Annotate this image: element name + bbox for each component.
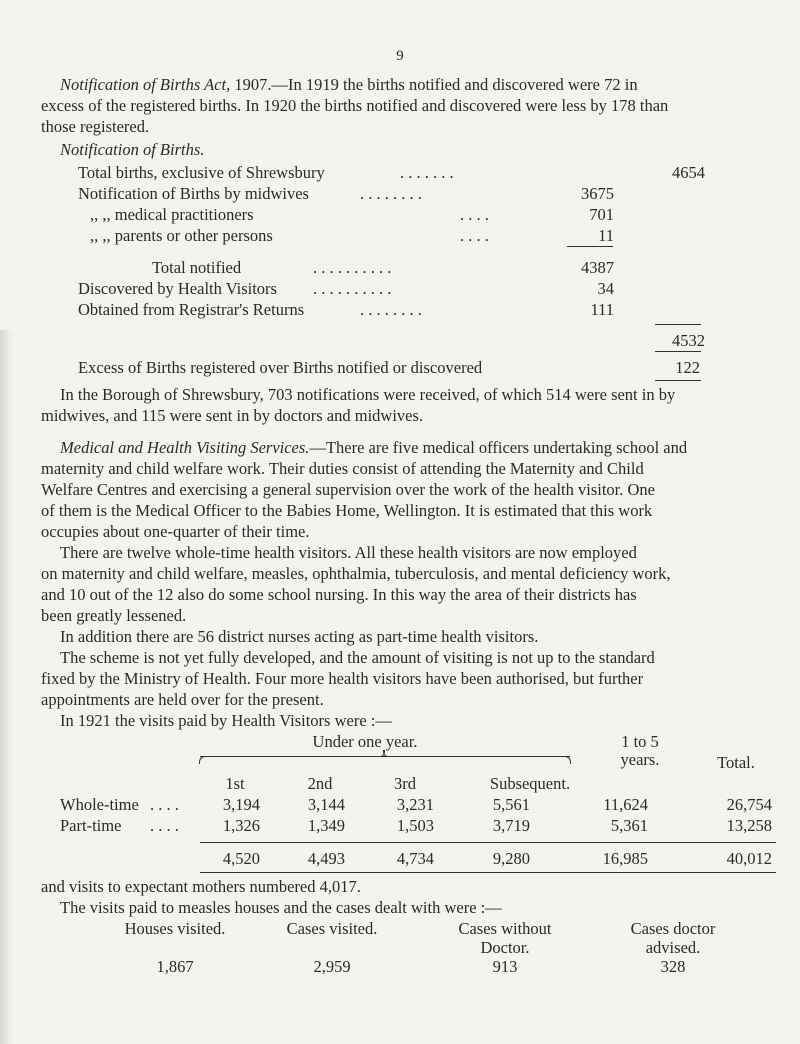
leader-dots: . . . . . . . . . . [313, 279, 392, 298]
leader-dots: . . . . . . . [400, 163, 454, 182]
sum-rule [567, 246, 613, 247]
table-cell: 11,624 [603, 795, 648, 814]
medical-line-1-text: —There are five medical officers undertaking school and [309, 438, 688, 457]
table-cell: 13,258 [726, 816, 772, 835]
medical-line-1 [60, 437, 687, 458]
totals-bottom-rule [200, 872, 776, 873]
table-row-label: ,, ,, parents or other persons [90, 226, 273, 245]
totals-rule [200, 842, 776, 843]
borough-line-1: In the Borough of Shrewsbury, 703 notifications were received, of which 514 were sent in by [60, 385, 676, 404]
measles-header-line-2: advised. [645, 938, 701, 957]
whole-time-line-2: on maternity and child welfare, measles, ophthalmia, tuberculosis, and mental deficiency work, [41, 564, 671, 583]
intro-line-1: Notification of Births Act, 1907.—In 1919 the births notified and discovered were 72 in [60, 75, 638, 94]
total-cell: 16,985 [602, 849, 648, 868]
notification-heading: Notification of Births. [60, 140, 205, 159]
table-row-value: 11 [598, 226, 614, 245]
scheme-line-3: appointments are held over for the present. [41, 690, 324, 709]
column-header: Subsequent. [489, 774, 571, 793]
table-cell: 1,326 [222, 816, 260, 835]
measles-header-line-2: Doctor. [480, 938, 530, 957]
measles-value: 2,959 [313, 957, 351, 976]
table-row-total: 4654 [672, 163, 705, 182]
act-title: Notification of Births Act, [60, 75, 231, 94]
column-header: 1st [225, 774, 245, 793]
table-cell: 1,503 [396, 816, 434, 835]
total-cell: 4,520 [222, 849, 260, 868]
measles-intro: The visits paid to measles houses and the cases dealt with were :— [60, 898, 502, 917]
table-row-value: 4387 [581, 258, 614, 277]
table-row-value: 111 [590, 300, 614, 319]
leader-dots: . . . . . . . . . . [313, 258, 392, 277]
table-cell: 3,194 [222, 795, 260, 814]
leader-dots: . . . . . . . . [360, 184, 422, 203]
excess-value: 122 [675, 358, 700, 377]
table-cell: 5,561 [492, 795, 530, 814]
medical-line-4: of them is the Medical Officer to the Babies Home, Wellington. It is estimated that this work [41, 501, 653, 520]
leader-dots: . . . . [150, 795, 179, 814]
sum-rule [655, 380, 701, 381]
table-row-value: 3675 [581, 184, 614, 203]
table-row-label: Discovered by Health Visitors [78, 279, 277, 298]
table-cell: 3,719 [492, 816, 530, 835]
whole-time-line-3: and 10 out of the 12 also do some school nursing. In this way the area of their districts has [41, 585, 637, 604]
binding-shadow [0, 330, 14, 1044]
group-brace-tip [380, 750, 388, 756]
scheme-line-1: The scheme is not yet fully developed, and the amount of visiting is not up to the standard [60, 648, 655, 667]
table-row-label: Notification of Births by midwives [78, 184, 309, 203]
leader-dots: . . . . . . . . [360, 300, 422, 319]
total-cell: 40,012 [726, 849, 772, 868]
excess-label: Excess of Births registered over Births notified or discovered [78, 358, 483, 377]
total-cell: 4,493 [307, 849, 345, 868]
medical-heading: Medical and Health Visiting Services. [60, 438, 310, 457]
table-row-label: ,, ,, medical practitioners [90, 205, 254, 224]
intro-line-3: those registered. [41, 117, 150, 136]
sum-rule [655, 324, 701, 325]
medical-line-5: occupies about one-quarter of their time. [41, 522, 310, 541]
table-row-value: 701 [589, 205, 614, 224]
column-header: 2nd [307, 774, 333, 793]
table-cell: 3,144 [307, 795, 345, 814]
table-cell: 1,349 [307, 816, 345, 835]
measles-value: 913 [492, 957, 518, 976]
leader-dots: . . . . [460, 226, 489, 245]
sum-rule [655, 351, 701, 352]
total-cell: 9,280 [492, 849, 530, 868]
intro-line-2: excess of the registered births. In 1920 the births notified and discovered were less by 178 than [41, 96, 669, 115]
scheme-line-2: fixed by the Ministry of Health. Four more health visitors have been authorised, but further [41, 669, 644, 688]
medical-line-2: maternity and child welfare work. Their duties consist of attending the Maternity and Child [41, 459, 644, 478]
page-number: 9 [396, 48, 404, 64]
table-row-label: Total notified [152, 258, 242, 277]
measles-value: 1,867 [156, 957, 194, 976]
leader-dots: . . . . [150, 816, 179, 835]
borough-line-2: midwives, and 115 were sent in by doctors and midwives. [41, 406, 424, 425]
whole-time-line-4: been greatly lessened. [41, 606, 187, 625]
leader-dots: . . . . [460, 205, 489, 224]
age-header-line-2: years. [620, 750, 660, 769]
expectant-line: and visits to expectant mothers numbered 4,017. [41, 877, 361, 896]
measles-value: 328 [660, 957, 686, 976]
table-cell: 26,754 [726, 795, 772, 814]
total-header: Total. [717, 753, 755, 772]
age-header-line-1: 1 to 5 [621, 732, 659, 751]
group-brace [200, 756, 570, 766]
table-row-label: Obtained from Registrar's Returns [78, 300, 305, 319]
group-header: Under one year. [312, 732, 418, 751]
whole-time-line-1: There are twelve whole-time health visitors. All these health visitors are now employed [60, 543, 637, 562]
table-cell: 3,231 [396, 795, 434, 814]
measles-header: Houses visited. [124, 919, 226, 938]
table-row-value: 34 [597, 279, 614, 298]
measles-header: Cases doctor [630, 919, 716, 938]
district-nurses-line: In addition there are 56 district nurses acting as part-time health visitors. [60, 627, 539, 646]
subtotal-value: 4532 [672, 331, 705, 350]
total-cell: 4,734 [396, 849, 434, 868]
table-row-label: Total births, exclusive of Shrewsbury [78, 163, 325, 182]
row-label-whole-time: Whole-time [60, 795, 139, 814]
column-header: 3rd [394, 774, 416, 793]
visits-intro: In 1921 the visits paid by Health Visitors were :— [60, 711, 392, 730]
table-cell: 5,361 [610, 816, 648, 835]
measles-header: Cases without [458, 919, 552, 938]
measles-header: Cases visited. [286, 919, 378, 938]
row-label-part-time: Part-time [60, 816, 122, 835]
medical-line-3: Welfare Centres and exercising a general supervision over the work of the health visitor. One [41, 480, 656, 499]
